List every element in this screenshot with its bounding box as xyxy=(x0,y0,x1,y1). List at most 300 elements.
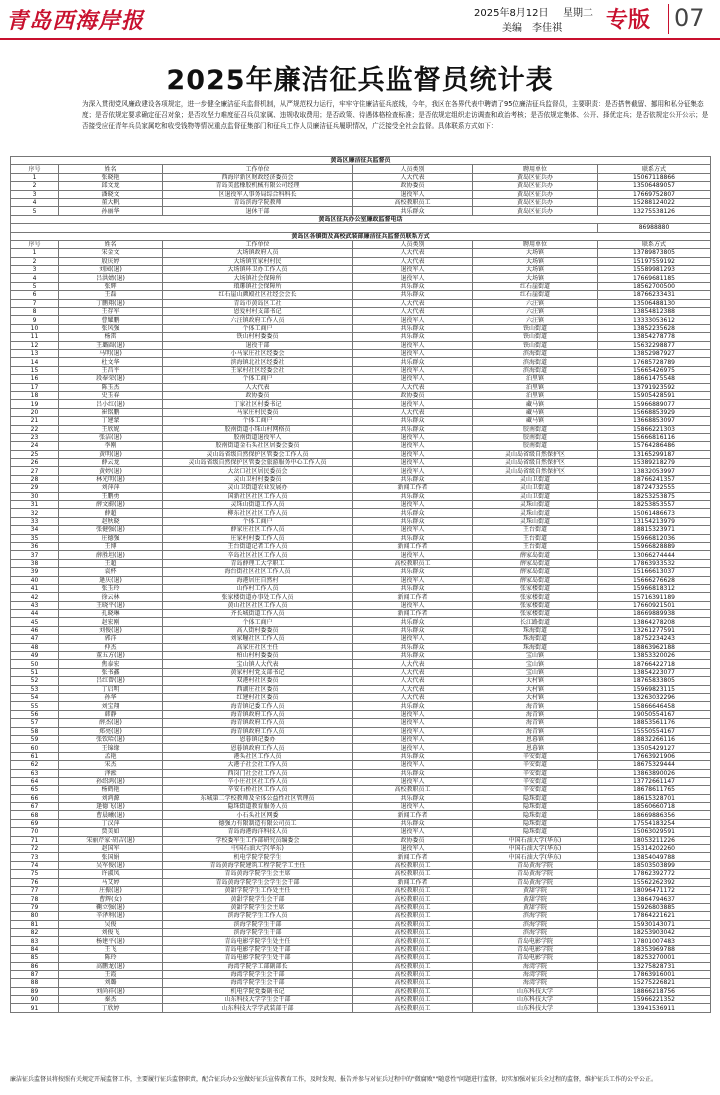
section-title: 黄岛区征兵办公室廉政监督电话 xyxy=(11,215,711,223)
table-cell: 23 xyxy=(11,433,59,441)
table-cell: 辛泽利(退) xyxy=(59,912,163,920)
table-cell: 张家楼街道 xyxy=(473,593,598,601)
table-cell: 大港子社会社工作人员 xyxy=(163,761,353,769)
table-cell: 港头社区工作人员 xyxy=(163,752,353,760)
table-cell: 17685728789 xyxy=(598,358,711,366)
table-cell: 曹耀鹏 xyxy=(59,316,163,324)
table-cell: 51 xyxy=(11,668,59,676)
table-cell: 邱文龙 xyxy=(59,182,163,190)
table-cell: 王台街道 xyxy=(473,542,598,550)
table-cell: 15926803885 xyxy=(598,903,711,911)
table-cell: 国新社区社区工作人员 xyxy=(163,492,353,500)
table-cell: 3 xyxy=(11,266,59,274)
table-cell: 共乐群众 xyxy=(353,618,473,626)
table-cell: 滨海学院学生干部 xyxy=(163,920,353,928)
table-cell: 大场镇环卫办工作人员 xyxy=(163,266,353,274)
column-header: 工作单位 xyxy=(163,240,353,248)
table-cell: 辛安街道 xyxy=(473,761,598,769)
table-cell: 大场镇 xyxy=(473,274,598,282)
table-cell: 青岛电影学院 xyxy=(473,945,598,953)
table-cell: 共乐群众 xyxy=(353,819,473,827)
table-cell: 海青镇 xyxy=(473,727,598,735)
table-cell: 薛家庄社区工作人员 xyxy=(163,526,353,534)
table-cell: 琅琊镇社会保障所 xyxy=(163,282,353,290)
table-cell: 辛安街道 xyxy=(473,786,598,794)
table-cell: 辛安街道 xyxy=(473,777,598,785)
table-cell: 13154213979 xyxy=(598,517,711,525)
table-cell: 共乐群众 xyxy=(353,425,473,433)
table-cell: 人大代表 xyxy=(353,308,473,316)
table-cell: 东城第二学校教师及全体公益性社区管理员 xyxy=(163,794,353,802)
table-cell: 董五方(退) xyxy=(59,652,163,660)
table-cell: 孙丽华 xyxy=(59,207,163,215)
table-cell: 高人街村委委员 xyxy=(163,626,353,634)
table-cell: 13854278778 xyxy=(598,333,711,341)
table-cell: 15966828889 xyxy=(598,542,711,550)
table-cell: 张玉玲 xyxy=(59,584,163,592)
table-row xyxy=(11,979,711,987)
table-row xyxy=(11,954,711,962)
table-cell: 13941536911 xyxy=(598,1004,711,1012)
table-cell: 15966889077 xyxy=(598,400,711,408)
table-cell: 25 xyxy=(11,450,59,458)
table-cell: 89 xyxy=(11,987,59,995)
table-cell: 13789873805 xyxy=(598,249,711,257)
table-cell: 丁鹏翔(退) xyxy=(59,299,163,307)
table-cell: 红石崖街道 xyxy=(473,291,598,299)
supervision-phone: 86988880 xyxy=(598,224,711,232)
table-row xyxy=(11,484,711,492)
column-header: 人员类别 xyxy=(353,240,473,248)
table-cell: 青岛黄海学院学生会学生会干部 xyxy=(163,878,353,886)
table-cell: 人大代表 xyxy=(163,383,353,391)
table-cell: 13165299187 xyxy=(598,450,711,458)
table-cell: 灵珠山街道 xyxy=(473,509,598,517)
table-cell: 灵山卫街道农业发展办 xyxy=(163,484,353,492)
table-cell: 西湖庄社区委员 xyxy=(163,685,353,693)
table-cell: 18096471172 xyxy=(598,886,711,894)
table-row xyxy=(11,542,711,550)
table-cell: 高校教职员工 xyxy=(353,786,473,794)
table-cell: 灵山卫街道 xyxy=(473,484,598,492)
table-cell: 海台街社区社区工作人员 xyxy=(163,568,353,576)
table-cell: 17862392772 xyxy=(598,870,711,878)
table-cell: 退役军人 xyxy=(353,761,473,769)
table-cell: 黄甜学院 xyxy=(473,903,598,911)
table-cell: 张书鑫 xyxy=(59,668,163,676)
table-cell: 隐珠街道 xyxy=(473,828,598,836)
table-cell: 薛胜坦(退) xyxy=(59,551,163,559)
table-cell: 13506488130 xyxy=(598,299,711,307)
table-cell: 孟艳 xyxy=(59,752,163,760)
table-row xyxy=(11,568,711,576)
table-cell: 82 xyxy=(11,928,59,936)
table-cell: 大场镇 xyxy=(473,257,598,265)
table-cell: 隐珠街道 xyxy=(473,819,598,827)
table-cell: 45 xyxy=(11,618,59,626)
editor-credit xyxy=(502,19,572,34)
table-row xyxy=(11,845,711,853)
table-cell: 政协委员 xyxy=(353,182,473,190)
table-cell: 丁欣婷 xyxy=(59,1004,163,1012)
table-cell: 高校教职员工 xyxy=(353,954,473,962)
table-cell: 高校教职员工 xyxy=(353,945,473,953)
table-row xyxy=(11,886,711,894)
table-cell: 灵珠山街道 xyxy=(473,517,598,525)
table-cell: 退役军人 xyxy=(353,719,473,727)
table-cell: 4 xyxy=(11,198,59,206)
table-cell: 灵山岛省级自然保护区 xyxy=(473,459,598,467)
table-cell: 马艾婷 xyxy=(59,878,163,886)
table-row xyxy=(11,719,711,727)
table-cell: 林光明(退) xyxy=(59,475,163,483)
table-row xyxy=(11,517,711,525)
editor-name: 李佳祺 xyxy=(532,23,562,34)
table-cell: 28 xyxy=(11,475,59,483)
table-cell: 2 xyxy=(11,182,59,190)
page-title: 2025年廉洁征兵监督员统计表 xyxy=(166,65,554,96)
table-row xyxy=(11,274,711,282)
table-row xyxy=(11,291,711,299)
table-cell: 张家楼街道 xyxy=(473,610,598,618)
table-cell: 30 xyxy=(11,492,59,500)
table-row xyxy=(11,475,711,483)
table-cell: 69 xyxy=(11,819,59,827)
column-header: 聘用单位 xyxy=(473,240,598,248)
table-cell: 薛家岛街道 xyxy=(473,559,598,567)
table-cell: 13791923592 xyxy=(598,383,711,391)
table-row xyxy=(11,249,711,257)
table-cell: 辛安街道 xyxy=(473,752,598,760)
table-cell: 80 xyxy=(11,912,59,920)
table-cell: 人大代表 xyxy=(353,257,473,265)
table-cell: 共乐群众 xyxy=(353,324,473,332)
table-cell: 中国石油大学(华东) xyxy=(473,853,598,861)
table-cell: 大村镇 xyxy=(473,694,598,702)
table-row xyxy=(11,601,711,609)
table-cell: 中国石油大学(华东) xyxy=(163,845,353,853)
table-cell: 27 xyxy=(11,467,59,475)
table-cell: 7 xyxy=(11,299,59,307)
table-cell: 恩暮镇政府工作人员 xyxy=(163,744,353,752)
table-cell: 山东科技大学 xyxy=(473,1004,598,1012)
table-cell: 灵山岛省级自然保护区 xyxy=(473,467,598,475)
table-row xyxy=(11,920,711,928)
table-cell: 黄甜学院学生工作处主任 xyxy=(163,886,353,894)
table-cell: 海湾学院 xyxy=(473,970,598,978)
table-cell: 退役军人 xyxy=(353,777,473,785)
table-cell: 39 xyxy=(11,568,59,576)
table-cell: 35 xyxy=(11,534,59,542)
table-cell: 15966818312 xyxy=(598,584,711,592)
table-row xyxy=(11,610,711,618)
table-cell: 17863916001 xyxy=(598,970,711,978)
table-cell: 庄家村村委工作人员 xyxy=(163,534,353,542)
table-cell: 海湾学院 xyxy=(473,979,598,987)
table-cell: 高校教职员工 xyxy=(353,886,473,894)
table-cell: 15632298877 xyxy=(598,341,711,349)
table-cell: 大场镇 xyxy=(473,249,598,257)
table-cell: 藏马镇 xyxy=(473,408,598,416)
table-row xyxy=(11,450,711,458)
table-cell: 仲杰 xyxy=(59,643,163,651)
masthead xyxy=(0,0,720,40)
table-cell: 共乐群众 xyxy=(353,291,473,299)
table-cell: 19 xyxy=(11,400,59,408)
table-cell: 共乐群众 xyxy=(353,702,473,710)
table-cell: 六汪镇政府工作人员 xyxy=(163,316,353,324)
table-cell: 18253903042 xyxy=(598,928,711,936)
table-cell: 19050554167 xyxy=(598,710,711,718)
table-cell: 13853320026 xyxy=(598,652,711,660)
table-cell: 海青镇记委工作人员 xyxy=(163,702,353,710)
table-cell: 高校教职员工 xyxy=(353,198,473,206)
table-cell: 高校教职员工 xyxy=(353,937,473,945)
table-cell: 滨海街道 xyxy=(473,358,598,366)
table-cell: 10 xyxy=(11,324,59,332)
table-cell: 13506489057 xyxy=(598,182,711,190)
table-cell: 18053211226 xyxy=(598,836,711,844)
table-cell: 黄甜学院 xyxy=(473,895,598,903)
table-cell: 韩静 xyxy=(59,710,163,718)
table-cell: 91 xyxy=(11,1004,59,1012)
table-row xyxy=(11,945,711,953)
table-cell: 人大代表 xyxy=(353,685,473,693)
table-cell: 55 xyxy=(11,702,59,710)
table-cell: 15067118866 xyxy=(598,173,711,181)
table-cell: 滨海街道 xyxy=(473,349,598,357)
table-cell: 退役军人 xyxy=(353,467,473,475)
table-cell: 王台街道记者工作人员 xyxy=(163,542,353,550)
table-cell: 83 xyxy=(11,937,59,945)
table-cell: 64 xyxy=(11,777,59,785)
table-row xyxy=(11,710,711,718)
table-cell: 17660921501 xyxy=(598,601,711,609)
table-cell: 退役军人 xyxy=(353,828,473,836)
table-cell: 灵珠山街道 xyxy=(473,501,598,509)
table-cell: 小马家庄社区经委会 xyxy=(163,349,353,357)
column-header: 联系方式 xyxy=(598,165,711,173)
table-cell: 共乐群众 xyxy=(353,643,473,651)
table-cell: 13261277591 xyxy=(598,626,711,634)
table-cell: 18253270001 xyxy=(598,954,711,962)
table-cell: 张家楼街道办事处工作人员 xyxy=(163,593,353,601)
table-cell: 共乐群众 xyxy=(353,207,473,215)
table-cell: 72 xyxy=(11,845,59,853)
table-row xyxy=(11,257,711,265)
section-1-title xyxy=(11,157,711,165)
blank-cell xyxy=(11,224,598,232)
table-cell: 大场镇社会保障所 xyxy=(163,274,353,282)
table-cell: 5 xyxy=(11,207,59,215)
table-cell: 74 xyxy=(11,861,59,869)
table-cell: 15969823115 xyxy=(598,685,711,693)
table-cell: 退役军人 xyxy=(353,266,473,274)
table-cell: 青岛黄海学院 xyxy=(473,870,598,878)
table-cell: 胶南街道小珠山村网格员 xyxy=(163,425,353,433)
table-row xyxy=(11,459,711,467)
table-cell: 88 xyxy=(11,979,59,987)
table-cell: 王家村社区经委会社 xyxy=(163,366,353,374)
table-cell: 王博 xyxy=(59,542,163,550)
table-cell: 殷庆婷 xyxy=(59,257,163,265)
table-cell: 13668853097 xyxy=(598,417,711,425)
table-row xyxy=(11,333,711,341)
table-cell: 刘园(退) xyxy=(59,266,163,274)
table-cell: 德强力有限制造有限公司员工 xyxy=(163,819,353,827)
table-cell: 秦杰 xyxy=(59,996,163,1004)
supervisor-table xyxy=(10,156,711,1013)
table-cell: 大场镇 xyxy=(473,266,598,274)
table-cell: 18353969788 xyxy=(598,945,711,953)
table-cell: 87 xyxy=(11,970,59,978)
table-cell: 孙绍鸿(退) xyxy=(59,777,163,785)
table-row xyxy=(11,190,711,198)
table-cell: 退役军人 xyxy=(353,341,473,349)
table-cell: 13854223077 xyxy=(598,668,711,676)
table-cell: 1 xyxy=(11,173,59,181)
table-cell: 胶南街道 xyxy=(473,442,598,450)
table-cell: 34 xyxy=(11,526,59,534)
table-cell: 胶南街道 xyxy=(473,433,598,441)
table-cell: 宝山镇人大代表 xyxy=(163,660,353,668)
table-cell: 政协委员 xyxy=(163,391,353,399)
table-cell: 陈玲 xyxy=(59,954,163,962)
table-cell: 区退役军人事务局综合科科长 xyxy=(163,190,353,198)
table-cell: 66 xyxy=(11,794,59,802)
table-cell: 恩暮镇 xyxy=(473,735,598,743)
table-cell: 许淑凤 xyxy=(59,870,163,878)
table-cell: 新闻工作者 xyxy=(353,484,473,492)
table-cell: 17669752807 xyxy=(598,190,711,198)
table-cell: 灵山岛省级自然保护区管委会旅游服务中心工作人员 xyxy=(163,459,353,467)
table-cell: 58 xyxy=(11,727,59,735)
table-cell: 薛杰(退) xyxy=(59,719,163,727)
table-cell: 隐珠街道 xyxy=(473,811,598,819)
table-cell: 小石头社区网委 xyxy=(163,811,353,819)
table-cell: 15589981293 xyxy=(598,266,711,274)
table-cell: 退役军人 xyxy=(353,526,473,534)
table-cell: 张钦哈(退) xyxy=(59,735,163,743)
table-cell: 18832266116 xyxy=(598,735,711,743)
table-cell: 9 xyxy=(11,316,59,324)
table-cell: 王欣妮 xyxy=(59,425,163,433)
table-cell: 薛超 xyxy=(59,509,163,517)
issue-date: 2025年8月12日 xyxy=(474,8,549,19)
table-cell: 77 xyxy=(11,886,59,894)
table-cell: 高校教职员工 xyxy=(353,870,473,878)
table-cell: 40 xyxy=(11,576,59,584)
table-cell: 15562262392 xyxy=(598,878,711,886)
table-cell: 青岛电影学院学生处干部 xyxy=(163,945,353,953)
table-cell: 王超 xyxy=(59,559,163,567)
table-cell: 滨海学院 xyxy=(473,920,598,928)
table-cell: 胶南街道金石头社区居委会委员 xyxy=(163,442,353,450)
table-cell: 青岛黄海学院学生会主席 xyxy=(163,870,353,878)
table-cell: 26 xyxy=(11,459,59,467)
table-row xyxy=(11,727,711,735)
table-cell: 共乐群众 xyxy=(353,652,473,660)
table-row xyxy=(11,928,711,936)
table-row xyxy=(11,853,711,861)
table-cell: 红石崖山颜殿社区社经会会长 xyxy=(163,291,353,299)
table-row xyxy=(11,685,711,693)
table-row xyxy=(11,433,711,441)
section-title: 黄岛区各镇街及高校武装部廉洁征兵监督员联系方式 xyxy=(11,232,711,240)
table-cell: 14 xyxy=(11,358,59,366)
table-row xyxy=(11,744,711,752)
table-cell: 42 xyxy=(11,593,59,601)
section-2-title xyxy=(11,215,711,223)
table-cell: 退役军人 xyxy=(353,551,473,559)
table-cell: 高校教职员工 xyxy=(353,861,473,869)
table-row xyxy=(11,425,711,433)
table-cell: 政协委员 xyxy=(353,391,473,399)
table-row xyxy=(11,769,711,777)
table-cell: 高家庄社区主任 xyxy=(163,643,353,651)
table-cell: 15197559192 xyxy=(598,257,711,265)
table-cell: 15666816116 xyxy=(598,433,711,441)
table-cell: 17669681185 xyxy=(598,274,711,282)
table-cell: 13772661147 xyxy=(598,777,711,785)
section-title: 黄岛区廉洁征兵监督员 xyxy=(11,157,711,165)
table-cell: 新闻工作者 xyxy=(353,811,473,819)
table-cell: 15550554167 xyxy=(598,727,711,735)
table-row xyxy=(11,391,711,399)
table-cell: 13852987927 xyxy=(598,349,711,357)
table-cell: 辛安石桥社区工作人员 xyxy=(163,786,353,794)
table-cell: 15966221352 xyxy=(598,996,711,1004)
table-cell: 大村镇 xyxy=(473,685,598,693)
table-cell: 退役军人 xyxy=(353,349,473,357)
table-cell: 滨海街道 xyxy=(473,366,598,374)
table-row xyxy=(11,501,711,509)
table-cell: 人大代表 xyxy=(353,660,473,668)
table-cell: 59 xyxy=(11,735,59,743)
table-row xyxy=(11,198,711,206)
table-cell: 铁山村村委委员 xyxy=(163,333,353,341)
table-row xyxy=(11,400,711,408)
table-cell: 个体工商户 xyxy=(163,324,353,332)
table-cell: 刘俊飞 xyxy=(59,928,163,936)
table-row xyxy=(11,1004,711,1012)
table-cell: 18766233431 xyxy=(598,291,711,299)
table-cell: 13275538126 xyxy=(598,207,711,215)
table-cell: 共乐群众 xyxy=(353,475,473,483)
table-row xyxy=(11,349,711,357)
column-header: 姓名 xyxy=(59,165,163,173)
table-cell: 18863962188 xyxy=(598,643,711,651)
table-row xyxy=(11,593,711,601)
table-cell: 曹晨曦(退) xyxy=(59,811,163,819)
table-cell: 人大代表 xyxy=(353,408,473,416)
table-cell: 辛安街道 xyxy=(473,769,598,777)
table-cell: 退役军人 xyxy=(353,274,473,282)
table-cell: 84 xyxy=(11,945,59,953)
table-cell: 柏山村村委委员 xyxy=(163,652,353,660)
table-cell: 李刚 xyxy=(59,442,163,450)
table-cell: 吴军俊(退) xyxy=(59,861,163,869)
table-cell: 杨鹤艳 xyxy=(59,786,163,794)
table-cell: 薛家岛街道 xyxy=(473,568,598,576)
table-cell: 新闻工作者 xyxy=(353,878,473,886)
table-cell: 15166613037 xyxy=(598,568,711,576)
table-cell: 马家庄村民委员 xyxy=(163,408,353,416)
table-cell: 41 xyxy=(11,584,59,592)
table-cell: 退役军人 xyxy=(353,501,473,509)
table-cell: 44 xyxy=(11,610,59,618)
table-cell: 高校教职员工 xyxy=(353,996,473,1004)
